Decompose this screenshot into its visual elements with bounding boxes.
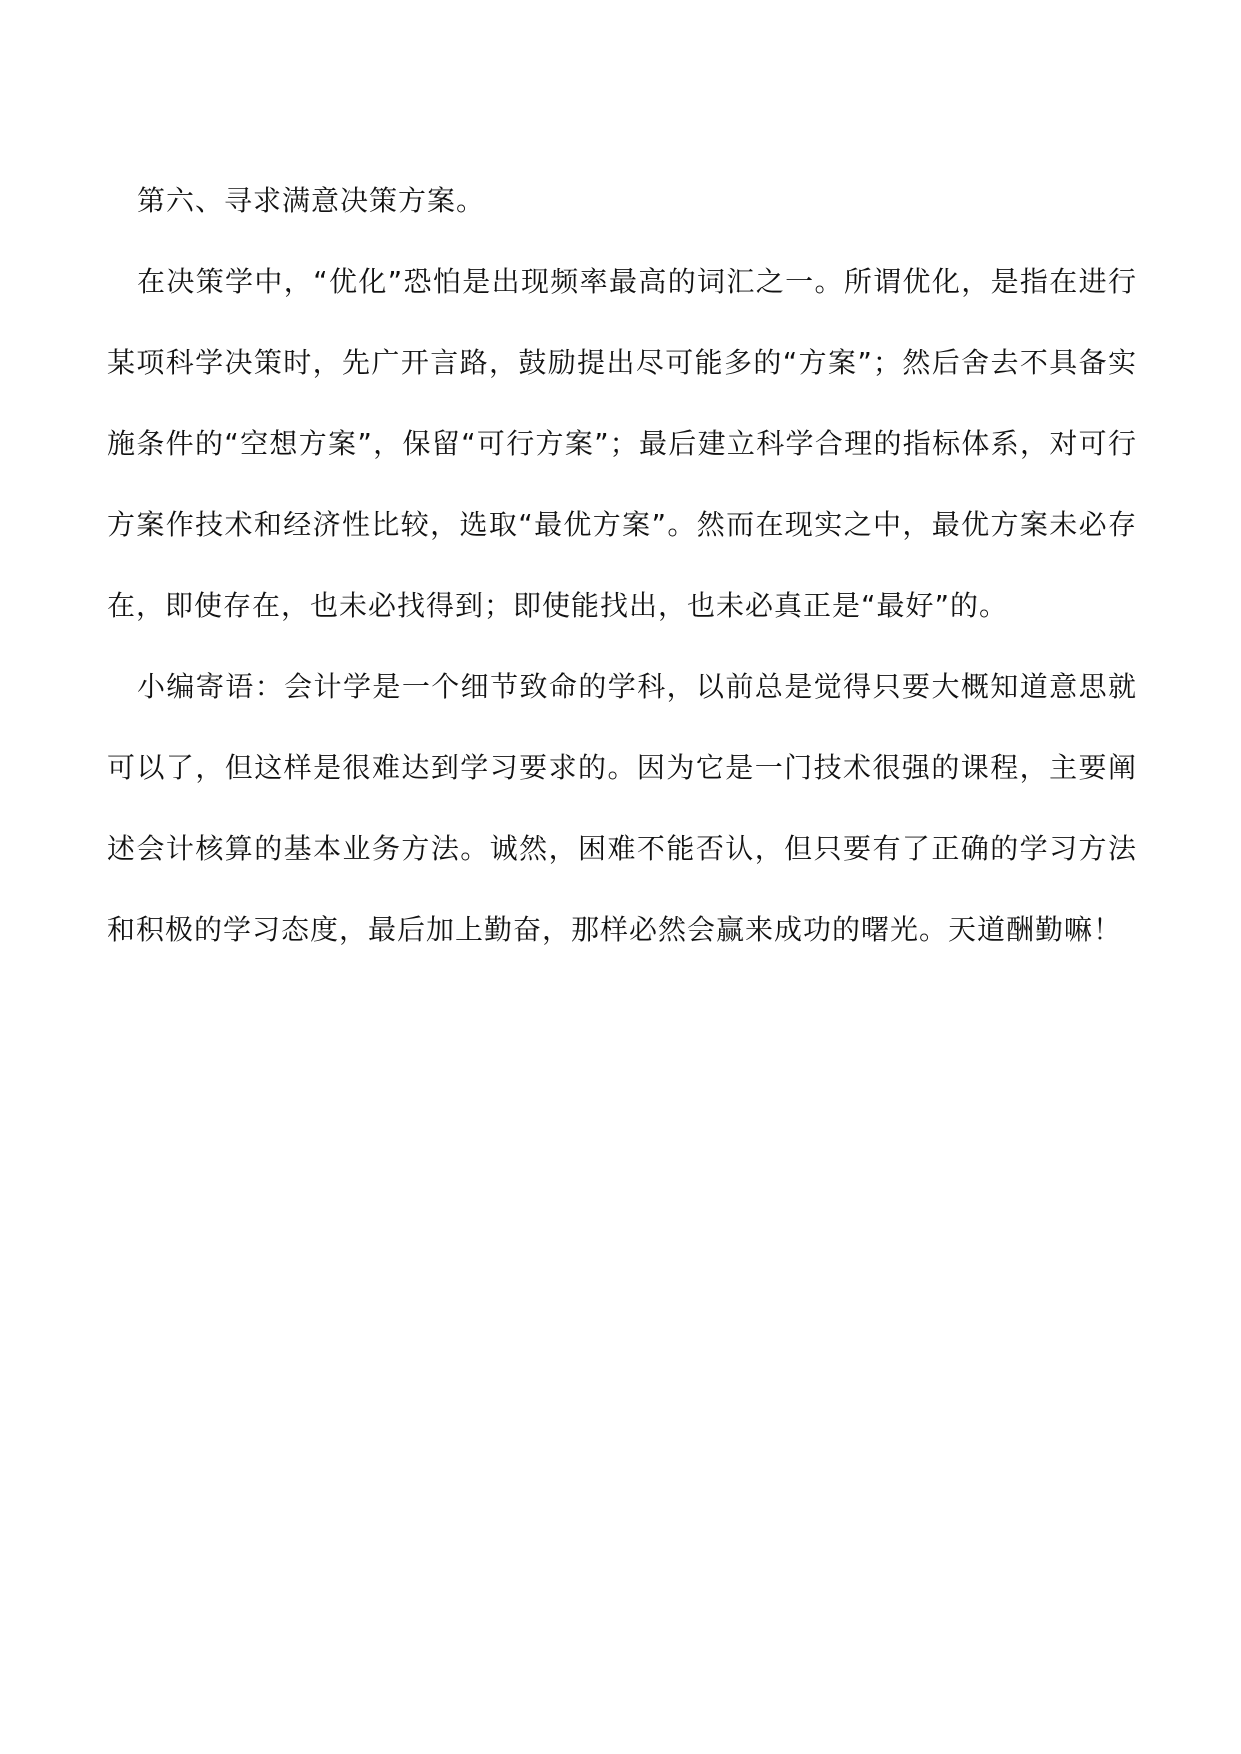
document-body	[107, 160, 1137, 970]
section-heading: 第六、寻求满意决策方案。	[137, 184, 486, 217]
paragraph-editor-note: 小编寄语：会计学是一个细节致命的学科，以前总是觉得只要大概知道意思就可以了，但这样是很难达到学习要求的。因为它是一门技术很强的课程，主要阐述会计核算的基本业务方法。诚然，困难不能否认，但只要有了正确的学习方法和积极的学习态度，最后加上勤奋，那样必然会赢来成功的曙光。天道酬勤嘛！	[107, 670, 1137, 946]
paragraph-optimization: 在决策学中，“优化”恐怕是出现频率最高的词汇之一。所谓优化，是指在进行某项科学决策时，先广开言路，鼓励提出尽可能多的“方案”；然后舍去不具备实施条件的“空想方案”，保留“可行方案”；最后建立科学合理的指标体系，对可行方案作技术和经济性比较，选取“最优方案”。然而在现实之中，最优方案未必存在，即使存在，也未必找得到；即使能找出，也未必真正是“最好”的。	[107, 265, 1137, 622]
